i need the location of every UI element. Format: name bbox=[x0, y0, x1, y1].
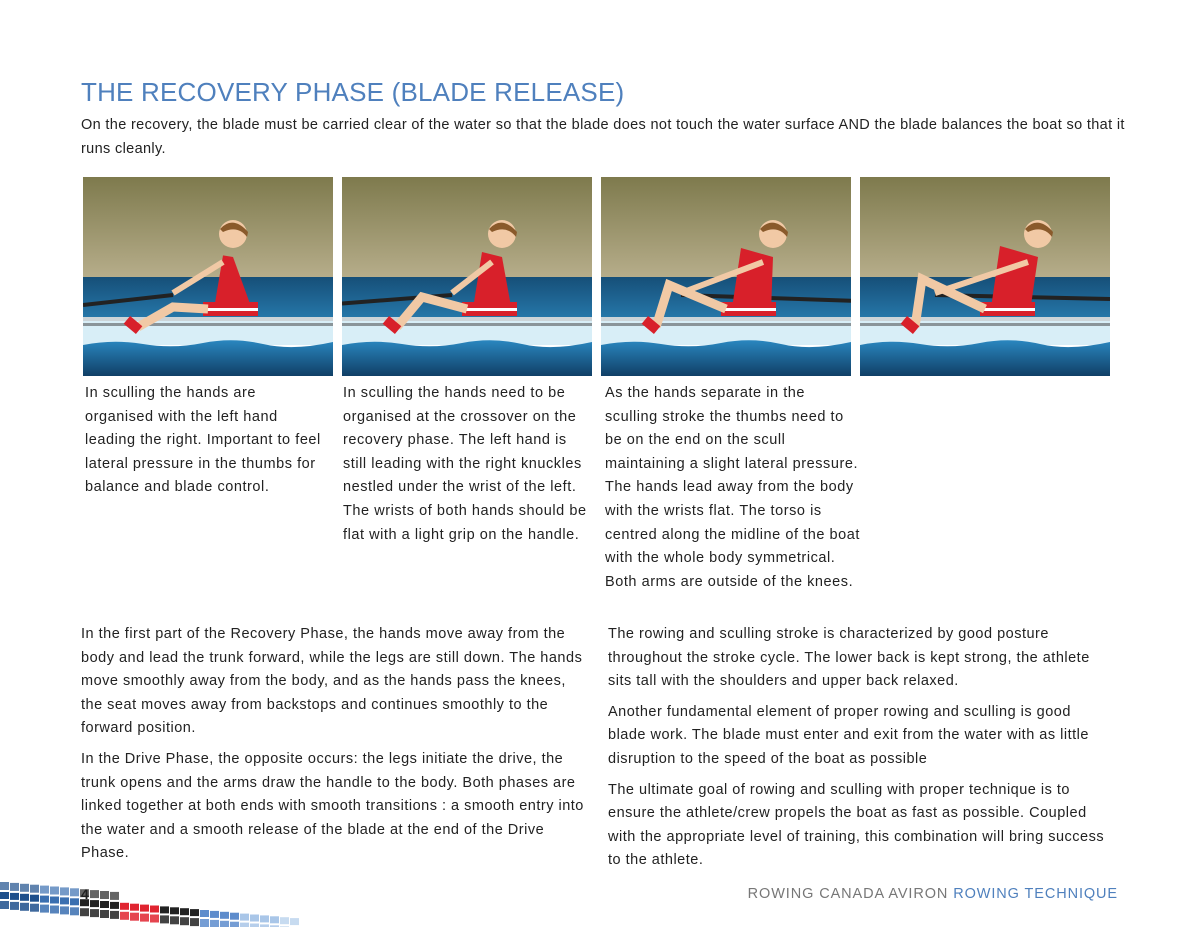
rower-illustration-3 bbox=[601, 177, 851, 376]
caption-3: As the hands separate in the sculling stroke the thumbs need to be on the end on the scull maintaining a slight lateral pressure. The hands lead away from the body with the wrists flat. The torso is centred along the midline of the boat with the whole body symmetrical. Both arms are outside of the knees. bbox=[605, 385, 860, 590]
page-number: 4 bbox=[81, 886, 89, 902]
page-title: THE RECOVERY PHASE (BLADE RELEASE) bbox=[81, 77, 625, 107]
caption-2: In sculling the hands need to be organised at the crossover on the recovery phase. The left hand is still leading with the right knuckles nestled under the wrist of the left. The wrists of both hands should be flat with a light grip on the handle. bbox=[343, 385, 587, 543]
footer bbox=[748, 886, 1118, 902]
paragraph: Another fundamental element of proper rowing and sculling is good blade work. The blade must enter and exit from the water with as little disruption to the speed of the boat as possible bbox=[608, 703, 1089, 767]
paragraph: In the first part of the Recovery Phase, the hands move away from the body and lead the trunk forward, while the legs are still down. The hands move smoothly away from the body, and as the hands pass the knees, the seat moves away from backstops and continues smoothly to the forward position. bbox=[81, 626, 583, 737]
rower-illustration-1 bbox=[83, 177, 333, 376]
intro-text: On the recovery, the blade must be carried clear of the water so that the blade does not touch the water surface AND the blade balances the boat so that it runs cleanly. bbox=[81, 117, 1125, 157]
paragraph: The rowing and sculling stroke is characterized by good posture throughout the stroke cycle. The lower back is kept strong, the athlete sits tall with the shoulders and upper back relaxed. bbox=[608, 626, 1090, 690]
rower-illustration-2 bbox=[342, 177, 592, 376]
right-column bbox=[608, 623, 1113, 880]
caption-1: In sculling the hands are organised with the left hand leading the right. Important to feel lateral pressure in the thumbs for balance and blade control. bbox=[85, 385, 321, 496]
paragraph: The ultimate goal of rowing and sculling with proper technique is to ensure the athlete/crew propels the boat as fast as possible. Coupled with the appropriate level of training, this combination will bring success to the athlete. bbox=[608, 781, 1105, 869]
footer-org: ROWING CANADA AVIRON bbox=[747, 886, 949, 902]
footer-section: ROWING TECHNIQUE bbox=[953, 886, 1118, 902]
decorative-mosaic bbox=[0, 878, 300, 927]
paragraph: In the Drive Phase, the opposite occurs: the legs initiate the drive, the trunk opens and the arms draw the handle to the body. Both phases are linked together at both ends with smooth transitions : a smooth entry into the water and a smooth release of the blade at the end of the Drive Phase. bbox=[81, 750, 584, 862]
left-column bbox=[81, 623, 586, 873]
rower-illustration-4 bbox=[860, 177, 1110, 376]
